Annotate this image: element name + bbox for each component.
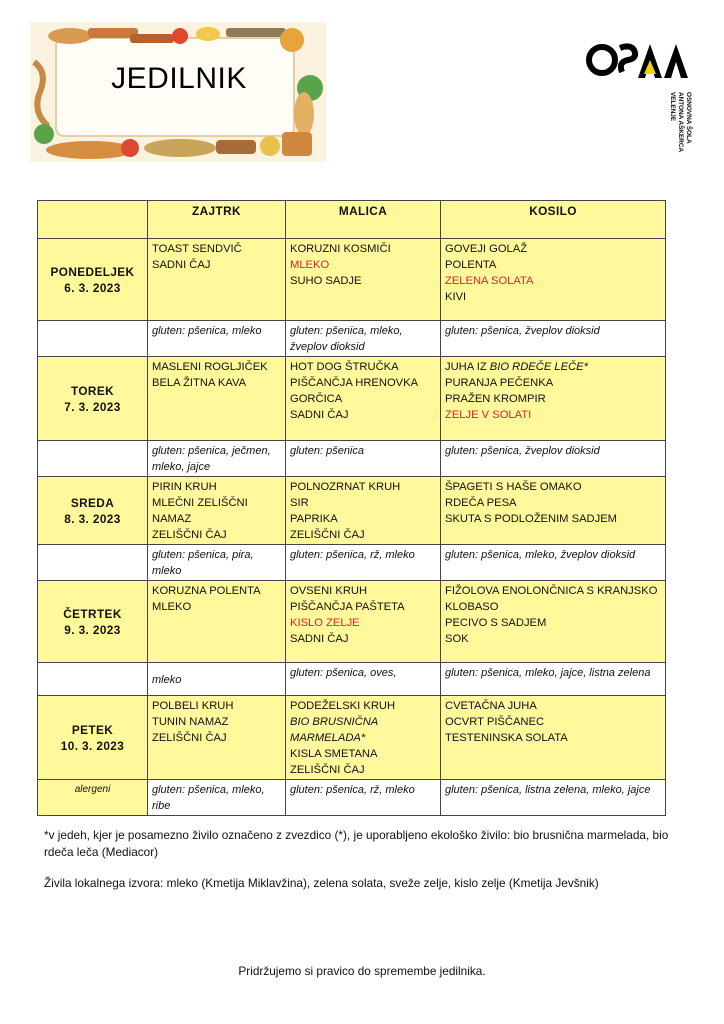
footer-disclaimer: Pridržujemo si pravico do spremembe jedilnika. (238, 964, 486, 978)
organic-note: *v jedeh, kjer je posamezno živilo označeno z zvezdico (*), je uporabljeno ekološko živilo: bio brusnična marmelada, bio rdeča leča (Mediacor) (44, 828, 669, 859)
list-item: ZELIŠČNI ČAJ (152, 529, 227, 541)
list-item: BELA ŽITNA KAVA (152, 377, 247, 389)
blank-cell (38, 663, 148, 696)
list-item: MASLENI ROGLJIČEK (152, 361, 268, 373)
list-item: PIŠČANČJA PAŠTETA (290, 601, 405, 613)
list-item: SOK (445, 633, 469, 645)
allergen-cell: gluten: pšenica, listna zelena, mleko, jajce (441, 780, 666, 816)
allergen-cell: gluten: pšenica, rž, mleko (286, 545, 441, 581)
list-item: KLOBASO (445, 601, 499, 613)
list-item: SADNI ČAJ (290, 633, 349, 645)
list-item: BIO BRUSNIČNA (290, 716, 379, 728)
organic-lentils: BIO RDEČE LEČE* (489, 361, 588, 373)
header-malica: MALICA (286, 201, 441, 239)
table-row (38, 581, 666, 663)
table-row (38, 357, 666, 441)
list-item: MLEČNI ZELIŠČNI (152, 497, 248, 509)
day-name: TOREK (70, 384, 115, 398)
list-item: NAMAZ (152, 513, 192, 525)
allergen-row (38, 321, 666, 357)
malica-cell (286, 239, 441, 321)
allergen-cell: gluten: pšenica, rž, mleko (286, 780, 441, 816)
weekly-menu-table (37, 200, 666, 816)
list-item: SADNI ČAJ (290, 409, 349, 421)
list-item: ZELIŠČNI ČAJ (152, 732, 227, 744)
day-name: SREDA (70, 496, 115, 510)
list-item: SADNI ČAJ (152, 259, 211, 271)
allergen-cell: mleko (148, 663, 286, 696)
list-item: RDEČA PESA (445, 497, 517, 509)
logo-line-1: OSNOVNA ŠOLA (685, 92, 692, 144)
day-name: PETEK (71, 723, 114, 737)
table-header-row (38, 201, 666, 239)
allergen-cell: gluten: pšenica, mleko, ribe (148, 780, 286, 816)
logo-line-2: ANTONA AŠKERCA (677, 92, 684, 153)
list-item: KISLO ZELJE (290, 617, 360, 629)
list-item: KORUZNI KOSMIČI (290, 243, 391, 255)
list-item: SIR (290, 497, 309, 509)
alergeni-label: alergeni (38, 780, 148, 816)
malica-cell (286, 357, 441, 441)
list-item: HOT DOG ŠTRUČKA (290, 361, 399, 373)
table-row (38, 477, 666, 545)
list-item: KORUZNA POLENTA (152, 585, 261, 597)
malica-cell (286, 696, 441, 780)
kosilo-cell (441, 357, 666, 441)
allergen-row (38, 663, 666, 696)
list-item: SKUTA S PODLOŽENIM SADJEM (445, 513, 617, 525)
blank-cell (38, 441, 148, 477)
kosilo-cell (441, 581, 666, 663)
table-row (38, 239, 666, 321)
local-source-note: Živila lokalnega izvora: mleko (Kmetija Miklavžina), zelena solata, sveže zelje, kislo zelje (Kmetija Jevšnik) (44, 876, 599, 890)
list-item: PAPRIKA (290, 513, 338, 525)
allergen-cell: gluten: pšenica, pira, mleko (148, 545, 286, 581)
allergen-cell: gluten: pšenica, oves, (286, 663, 441, 696)
allergen-cell: gluten: pšenica, žveplov dioksid (441, 321, 666, 357)
list-item: PIŠČANČJA HRENOVKA (290, 377, 419, 389)
allergen-row (38, 545, 666, 581)
menu-banner (30, 22, 326, 162)
list-item: TESTENINSKA SOLATA (445, 732, 568, 744)
blank-cell (38, 545, 148, 581)
soup-prefix: JUHA IZ (445, 361, 490, 373)
day-date: 7. 3. 2023 (64, 400, 121, 414)
blank-cell (38, 321, 148, 357)
day-date: 9. 3. 2023 (64, 623, 121, 637)
list-item: ZELJE V SOLATI (445, 409, 532, 421)
list-item: OVSENI KRUH (290, 585, 368, 597)
zajtrk-cell (148, 477, 286, 545)
header-day (38, 201, 148, 239)
list-item: TOAST SENDVIČ (152, 243, 242, 255)
day-cell (38, 239, 148, 321)
day-date: 8. 3. 2023 (64, 512, 121, 526)
list-item: PRAŽEN KROMPIR (445, 393, 546, 405)
list-item: ZELENA SOLATA (445, 275, 534, 287)
malica-cell (286, 477, 441, 545)
day-name: PONEDELJEK (50, 265, 135, 279)
list-item: PIRIN KRUH (152, 481, 217, 493)
day-cell (38, 357, 148, 441)
kosilo-cell (441, 477, 666, 545)
list-item: PECIVO S SADJEM (445, 617, 547, 629)
day-date: 6. 3. 2023 (64, 281, 121, 295)
list-item: KIVI (445, 291, 467, 303)
table-row (38, 696, 666, 780)
list-item: MLEKO (290, 259, 330, 271)
kosilo-cell (441, 239, 666, 321)
list-item: MLEKO (152, 601, 192, 613)
school-logo (586, 38, 696, 153)
allergen-cell: gluten: pšenica, mleko, jajce, listna zelena (441, 663, 666, 696)
zajtrk-cell (148, 696, 286, 780)
zajtrk-cell (148, 581, 286, 663)
list-item: OCVRT PIŠČANEC (445, 716, 545, 728)
page-title: JEDILNIK (111, 62, 247, 95)
list-item: POLBELI KRUH (152, 700, 234, 712)
list-item (445, 359, 661, 375)
allergen-cell: gluten: pšenica (286, 441, 441, 477)
logo-line-3: VELENJE (669, 92, 676, 122)
list-item: ZELIŠČNI ČAJ (290, 529, 365, 541)
zajtrk-cell (148, 357, 286, 441)
list-item: CVETAČNA JUHA (445, 700, 537, 712)
header-zajtrk: ZAJTRK (148, 201, 286, 239)
allergen-cell: gluten: pšenica, mleko, žveplov dioksid (441, 545, 666, 581)
list-item: PODEŽELSKI KRUH (290, 700, 396, 712)
list-item: GORČICA (290, 393, 343, 405)
list-item: MARMELADA* (290, 732, 366, 744)
day-cell (38, 696, 148, 780)
list-item: POLNOZRNAT KRUH (290, 481, 401, 493)
menu-notes (44, 827, 684, 906)
list-item: PURANJA PEČENKA (445, 377, 554, 389)
school-logo-mark-icon (586, 38, 694, 82)
day-name: ČETRTEK (63, 607, 122, 621)
allergen-row (38, 780, 666, 816)
kosilo-cell (441, 696, 666, 780)
list-item: GOVEJI GOLAŽ (445, 243, 528, 255)
day-cell (38, 581, 148, 663)
malica-cell (286, 581, 441, 663)
list-item: KISLA SMETANA (290, 748, 378, 760)
school-name (668, 92, 696, 178)
list-item: TUNIN NAMAZ (152, 716, 229, 728)
allergen-cell: gluten: pšenica, ječmen, mleko, jajce (148, 441, 286, 477)
list-item: POLENTA (445, 259, 497, 271)
allergen-cell: gluten: pšenica, žveplov dioksid (441, 441, 666, 477)
list-item: SUHO SADJE (290, 275, 362, 287)
allergen-cell: gluten: pšenica, mleko, žveplov dioksid (286, 321, 441, 357)
list-item: FIŽOLOVA ENOLONČNICA S KRANJSKO (445, 585, 658, 597)
list-item: ŠPAGETI S HAŠE OMAKO (445, 481, 582, 493)
day-cell (38, 477, 148, 545)
header-kosilo: KOSILO (441, 201, 666, 239)
list-item: ZELIŠČNI ČAJ (290, 764, 365, 776)
allergen-cell: gluten: pšenica, mleko (148, 321, 286, 357)
day-date: 10. 3. 2023 (60, 739, 125, 753)
zajtrk-cell (148, 239, 286, 321)
allergen-row (38, 441, 666, 477)
